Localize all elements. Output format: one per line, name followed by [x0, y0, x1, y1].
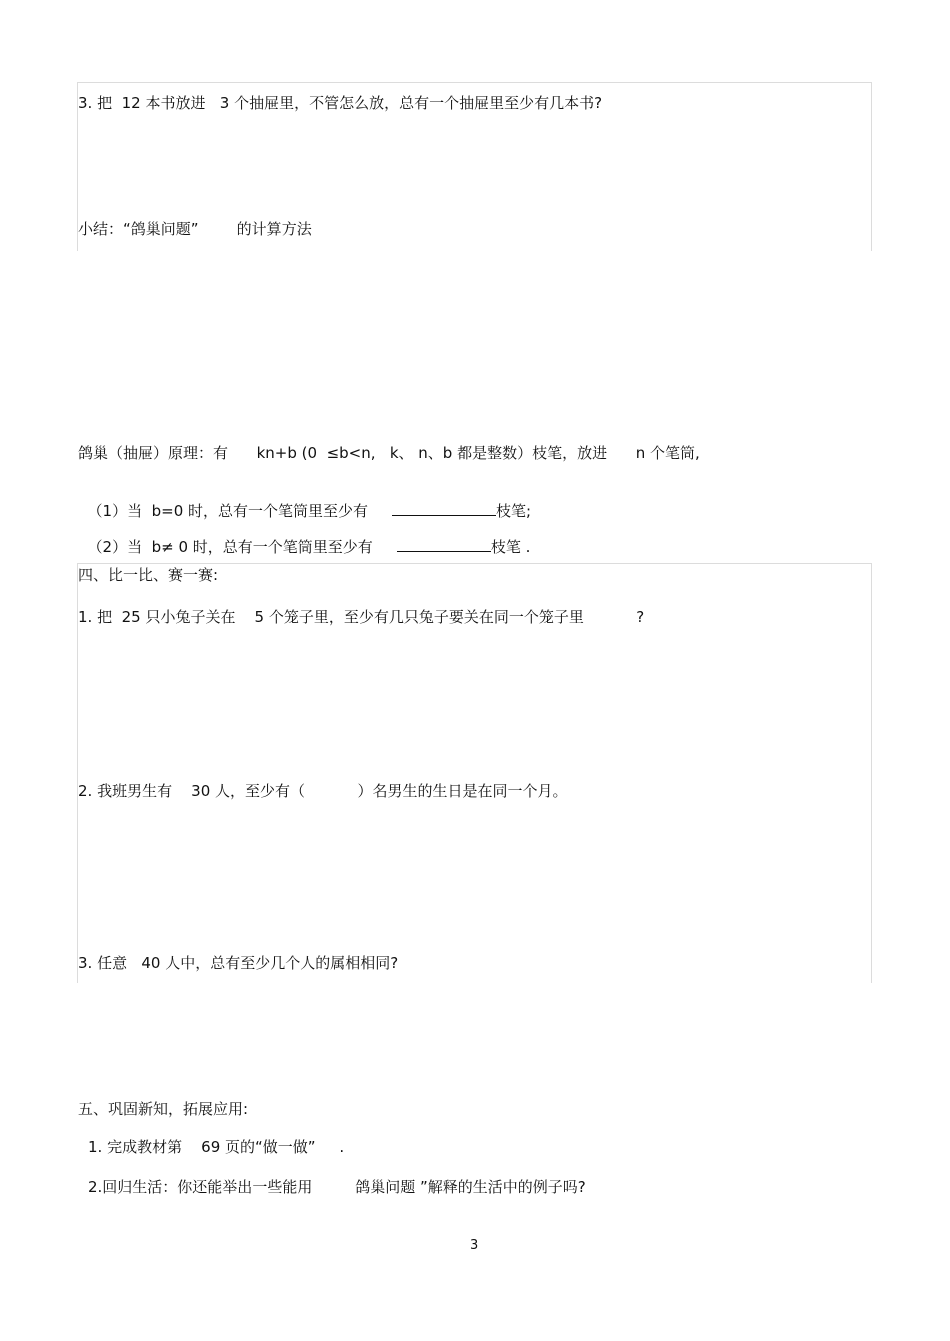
page-number: 3 — [470, 1238, 479, 1253]
section-5-item-1: 1. 完成教材第 69 页的“做一做” . — [88, 1138, 345, 1156]
question-1-rabbits: 1. 把 25 只小兔子关在 5 个笼子里，至少有几只兔子要关在同一个笼子里 ? — [78, 608, 645, 626]
case-1-blank[interactable] — [392, 501, 496, 516]
principle-case-2 — [78, 517, 530, 557]
case-2-text: （2）当 b≠ 0 时，总有一个笔筒里至少有 — [87, 538, 373, 556]
section-5-title: 五、巩固新知，拓展应用: — [78, 1100, 249, 1118]
principle-case-1 — [78, 481, 531, 521]
question-3-zodiac: 3. 任意 40 人中，总有至少几个人的属相相同? — [78, 954, 399, 972]
case-1-suffix: 枝笔; — [496, 502, 532, 520]
summary-label: 小结：“鸽巢问题” 的计算方法 — [78, 220, 312, 238]
case-2-suffix: 枝笔 . — [490, 538, 531, 556]
case-1-text: （1）当 b=0 时，总有一个笔筒里至少有 — [87, 502, 369, 520]
section-5-item-2: 2.回归生活：你还能举出一些能用 鸽巢问题 ”解释的生活中的例子吗? — [88, 1178, 586, 1196]
principle-statement: 鸽巢（抽屉）原理：有 kn+b (0 ≤b<n, k、 n、b 都是整数）枝笔，放进 n 个笔筒, — [78, 444, 700, 462]
question-2-birthdays: 2. 我班男生有 30 人，至少有（ ）名男生的生日是在同一个月。 — [78, 782, 568, 800]
case-2-blank[interactable] — [397, 537, 491, 552]
question-3-books: 3. 把 12 本书放进 3 个抽屉里，不管怎么放，总有一个抽屉里至少有几本书? — [78, 94, 603, 112]
section-4-title: 四、比一比、赛一赛: — [78, 566, 219, 584]
